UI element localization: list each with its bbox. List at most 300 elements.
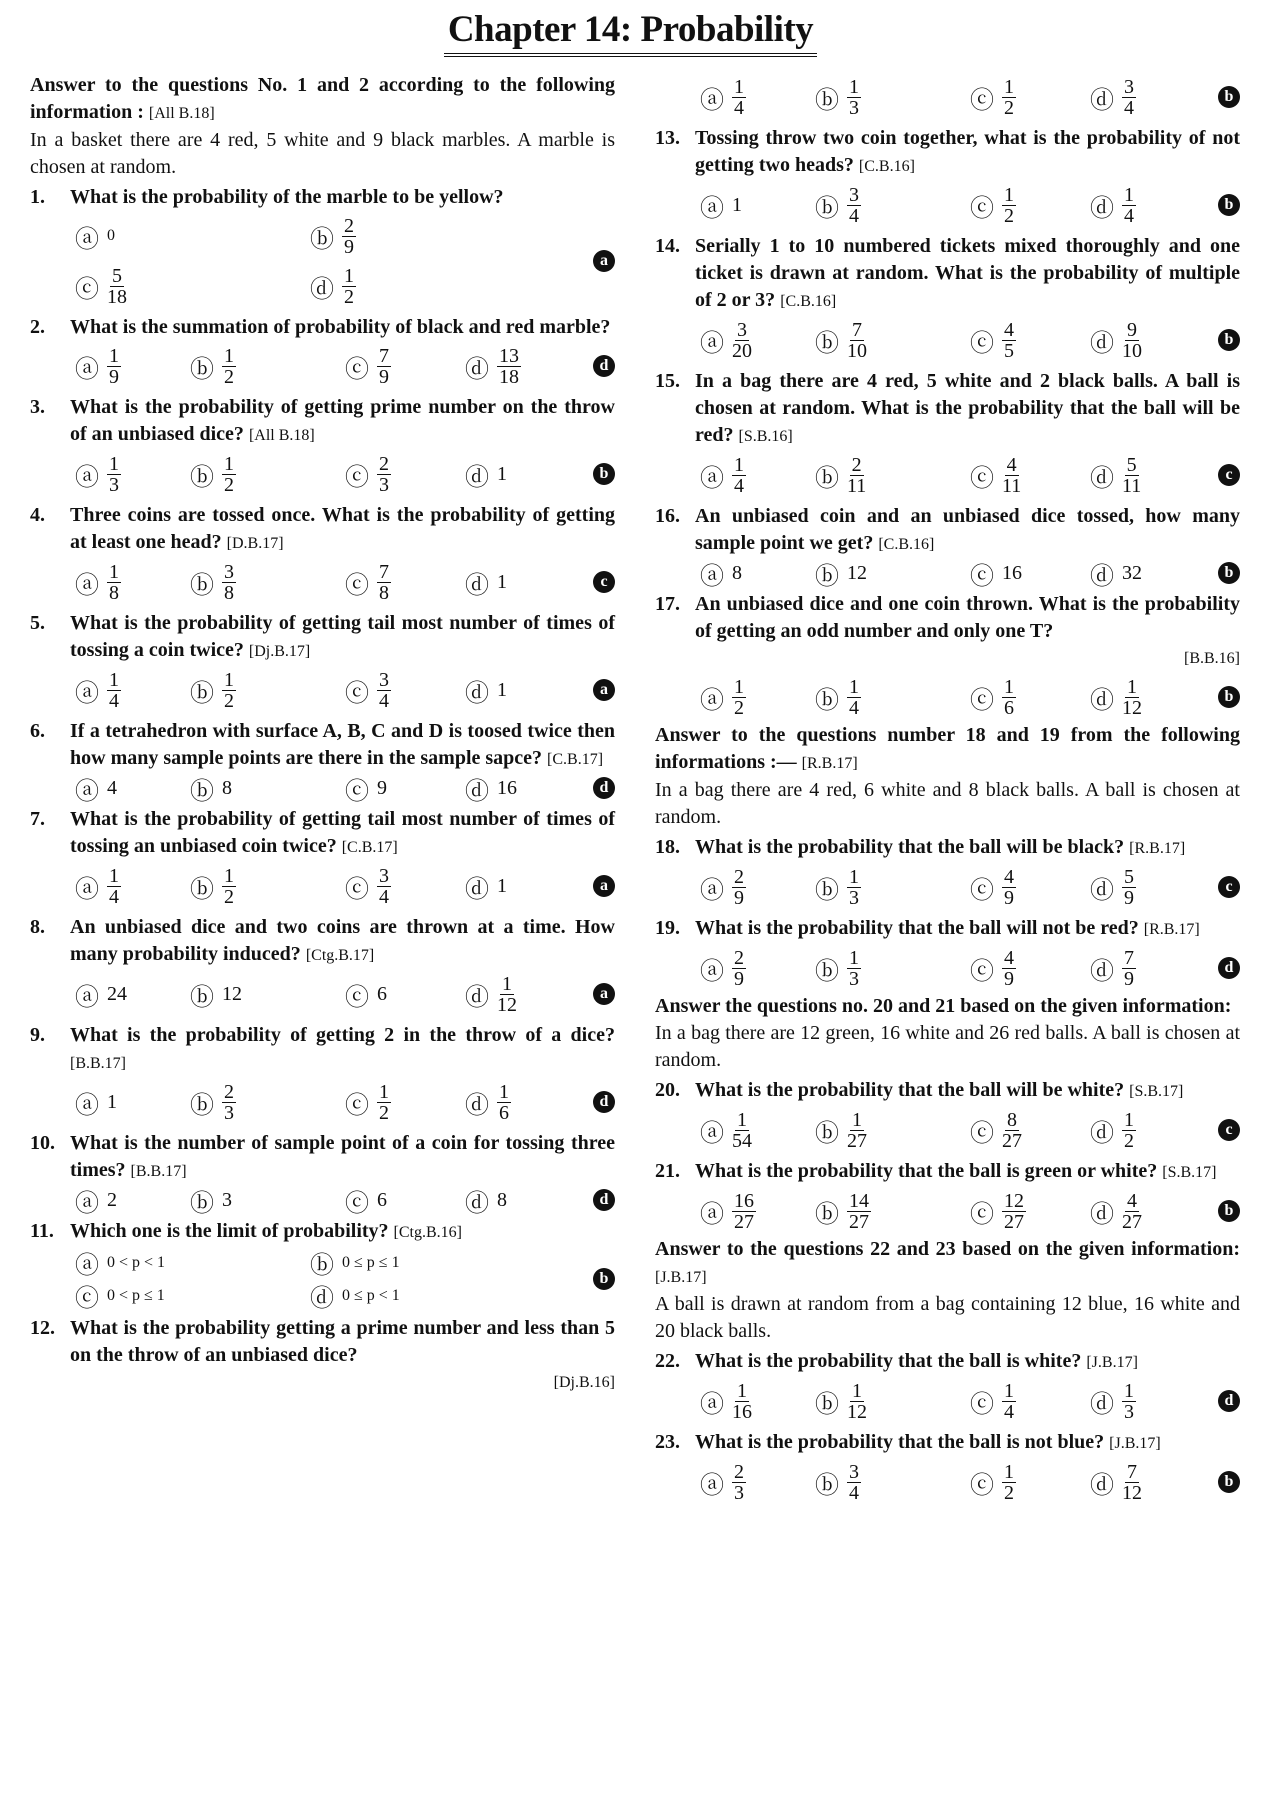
numerator: 1: [1004, 1379, 1014, 1402]
numerator: 1: [1124, 1108, 1134, 1131]
fraction: [107, 346, 121, 387]
option-a: [700, 943, 746, 993]
option-label-c: ⓒ: [970, 563, 994, 590]
option-label-a: ⓐ: [700, 1120, 724, 1147]
options-grid: [30, 211, 615, 311]
option-label-a: ⓐ: [75, 1092, 99, 1119]
numerator: 1: [849, 675, 859, 698]
numerator: 1: [224, 344, 234, 367]
options-row: [30, 1077, 615, 1127]
option-label-d: ⓓ: [1090, 195, 1114, 222]
question-2: [30, 314, 615, 341]
numerator: 12: [1004, 1189, 1024, 1212]
fraction: [497, 974, 517, 1015]
fraction: [847, 867, 861, 908]
option-value: 2: [107, 1188, 117, 1211]
fraction: [847, 455, 866, 496]
option-d: [1090, 558, 1142, 588]
denominator: 4: [1004, 1400, 1014, 1423]
question-13: [655, 125, 1240, 180]
option-d: [465, 449, 507, 499]
question-number: 20.: [655, 1079, 680, 1101]
option-c: [345, 341, 391, 391]
fraction: [1122, 677, 1142, 718]
option-d: [465, 1185, 507, 1215]
option-label-d: ⓓ: [465, 876, 489, 903]
options-row: [655, 1376, 1240, 1426]
denominator: 10: [847, 339, 867, 362]
option-c: [970, 180, 1016, 230]
denominator: 4: [379, 689, 389, 712]
numerator: 1: [109, 452, 119, 475]
board-reference: [All B.18]: [148, 105, 215, 122]
numerator: 1: [849, 865, 859, 888]
option-label-d: ⓓ: [465, 1092, 489, 1119]
options-row: [655, 1186, 1240, 1236]
denominator: 6: [1004, 696, 1014, 719]
numerator: 1: [109, 668, 119, 691]
question-number: 1.: [30, 186, 45, 208]
question-text: In a bag there are 4 red, 5 white and 2 black balls. A ball is chosen at random. What is the probability that the ball will be red?: [695, 370, 1240, 446]
options-row: [30, 557, 615, 607]
fraction: [1122, 185, 1136, 226]
option-d: [1090, 862, 1136, 912]
numerator: 1: [737, 1379, 747, 1402]
denominator: 2: [1004, 1481, 1014, 1504]
option-b: [815, 1186, 871, 1236]
option-b: [815, 943, 861, 993]
question-4: [30, 502, 615, 557]
options-row: [655, 1105, 1240, 1155]
fraction: [1122, 1110, 1136, 1151]
option-b: [815, 1105, 867, 1155]
options-row: [30, 665, 615, 715]
info-heading: [655, 722, 1240, 777]
option-d: [465, 861, 507, 911]
question-23: [655, 1429, 1240, 1457]
option-value: 0 ≤ p ≤ 1: [342, 1253, 400, 1271]
option-b: [190, 773, 232, 803]
option-d: [465, 665, 507, 715]
option-label-d: ⓓ: [1090, 1201, 1114, 1228]
option-value: 9: [377, 776, 387, 799]
denominator: 2: [344, 285, 354, 308]
question-number: 21.: [655, 1160, 680, 1182]
board-reference: [C.B.17]: [341, 839, 398, 856]
answer-badge: b: [1218, 194, 1240, 216]
option-label-c: ⓒ: [345, 680, 369, 707]
question-16: [655, 503, 1240, 558]
fraction: [1122, 948, 1136, 989]
option-label-c: ⓒ: [345, 464, 369, 491]
denominator: 2: [379, 1101, 389, 1124]
fraction: [1002, 77, 1016, 118]
option-c: [75, 1279, 165, 1312]
denominator: 4: [849, 1481, 859, 1504]
option-value: 0 < p < 1: [107, 1253, 166, 1271]
board-reference: [R.B.17]: [1129, 840, 1186, 857]
fraction: [732, 1381, 752, 1422]
option-b: [815, 180, 861, 230]
denominator: 3: [224, 1101, 234, 1124]
question-number: 4.: [30, 504, 45, 526]
answer-badge: c: [1218, 1119, 1240, 1141]
option-label-c: ⓒ: [345, 1190, 369, 1217]
option-label-c: ⓒ: [345, 1092, 369, 1119]
option-b: [815, 672, 861, 722]
options-row: [655, 72, 1240, 122]
option-d: [465, 969, 517, 1019]
options-row: [655, 558, 1240, 588]
option-c: [970, 315, 1016, 365]
denominator: 9: [1004, 967, 1014, 990]
numerator: 4: [1004, 946, 1014, 969]
option-value: 1: [497, 570, 507, 593]
denominator: 3: [109, 473, 119, 496]
option-d: [1090, 943, 1136, 993]
question-text: What is the probability of getting tail most number of times of tossing a coin twice?: [70, 612, 615, 661]
option-label-c: ⓒ: [345, 572, 369, 599]
option-d: [465, 557, 507, 607]
numerator: 3: [379, 668, 389, 691]
board-reference: [B.B.17]: [70, 1055, 126, 1072]
fraction: [107, 266, 127, 307]
option-label-a: ⓐ: [700, 330, 724, 357]
numerator: 2: [734, 865, 744, 888]
denominator: 3: [379, 473, 389, 496]
option-label-d: ⓓ: [1090, 877, 1114, 904]
fraction: [732, 1462, 746, 1503]
fraction: [222, 454, 236, 495]
option-label-c: ⓒ: [345, 984, 369, 1011]
option-label-b: ⓑ: [190, 984, 214, 1011]
option-b: [190, 341, 236, 391]
option-b: [190, 1077, 236, 1127]
fraction: [342, 266, 356, 307]
question-text: Tossing throw two coin together, what is the probability of not getting two heads?: [695, 127, 1240, 176]
fraction: [1002, 867, 1016, 908]
option-label-a: ⓐ: [75, 226, 99, 253]
option-label-d: ⓓ: [1090, 958, 1114, 985]
fraction: [377, 670, 391, 711]
fraction: [847, 948, 861, 989]
option-c: [970, 1457, 1016, 1507]
option-d: [465, 773, 517, 803]
question-text: What is the probability that the ball is green or white?: [695, 1160, 1163, 1182]
answer-badge: c: [1218, 464, 1240, 486]
question-text: What is the summation of probability of black and red marble?: [70, 316, 611, 338]
fraction: [732, 1191, 756, 1232]
denominator: 16: [732, 1400, 752, 1423]
denominator: 10: [1122, 339, 1142, 362]
denominator: 27: [847, 1129, 867, 1152]
fraction: [1122, 455, 1141, 496]
fraction: [222, 562, 236, 603]
question-15: [655, 368, 1240, 450]
question-text: What is the probability of getting 2 in the throw of a dice?: [70, 1024, 615, 1046]
option-label-d: ⓓ: [465, 356, 489, 383]
denominator: 6: [499, 1101, 509, 1124]
option-label-c: ⓒ: [345, 876, 369, 903]
option-b: [310, 211, 356, 261]
option-b: [190, 665, 236, 715]
fraction: [1002, 320, 1016, 361]
option-d: [1090, 1457, 1142, 1507]
question-number: 14.: [655, 235, 680, 257]
question-text: What is the probability that the ball will not be red?: [695, 917, 1144, 939]
numerator: 2: [344, 214, 354, 237]
info-text: In a basket there are 4 red, 5 white and 9 black marbles. A marble is chosen at random.: [30, 129, 615, 178]
numerator: 5: [1124, 865, 1134, 888]
fraction: [107, 866, 121, 907]
denominator: 3: [734, 1481, 744, 1504]
option-label-c: ⓒ: [970, 1201, 994, 1228]
question-text: What is the probability of the marble to be yellow?: [70, 186, 504, 208]
chapter-title: Chapter 14: Probability: [444, 8, 817, 57]
question-number: 10.: [30, 1132, 55, 1154]
option-c: [345, 449, 391, 499]
option-label-c: ⓒ: [970, 958, 994, 985]
numerator: 1: [852, 1379, 862, 1402]
denominator: 9: [1124, 967, 1134, 990]
fraction: [1002, 1191, 1026, 1232]
question-17: [655, 591, 1240, 672]
option-label-b: ⓑ: [190, 356, 214, 383]
numerator: 1: [1127, 675, 1137, 698]
option-d: [465, 341, 521, 391]
option-value: 0 ≤ p < 1: [342, 1286, 400, 1304]
option-label-d: ⓓ: [310, 276, 334, 303]
option-label-a: ⓐ: [75, 680, 99, 707]
option-label-a: ⓐ: [75, 876, 99, 903]
option-d: [1090, 1186, 1142, 1236]
question-1: [30, 184, 615, 211]
fraction: [1122, 1462, 1142, 1503]
option-label-a: ⓐ: [700, 195, 724, 222]
denominator: 27: [1002, 1129, 1022, 1152]
question-number: 6.: [30, 720, 45, 742]
option-value: 4: [107, 776, 117, 799]
numerator: 4: [1127, 1189, 1137, 1212]
question-number: 2.: [30, 316, 45, 338]
info-heading-text: Answer to the questions number 18 and 19 from the following informations :—: [655, 724, 1240, 773]
option-label-d: ⓓ: [465, 984, 489, 1011]
option-label-b: ⓑ: [190, 680, 214, 707]
numerator: 1: [1124, 183, 1134, 206]
denominator: 2: [224, 689, 234, 712]
answer-badge: a: [593, 983, 615, 1005]
fraction: [1122, 1191, 1142, 1232]
options-row: [30, 969, 615, 1019]
denominator: 27: [849, 1210, 869, 1233]
fraction: [1122, 77, 1136, 118]
denominator: 12: [1122, 1481, 1142, 1504]
option-label-a: ⓐ: [75, 356, 99, 383]
option-c: [345, 557, 391, 607]
denominator: 3: [849, 886, 859, 909]
numerator: 1: [849, 75, 859, 98]
option-label-a: ⓐ: [700, 687, 724, 714]
option-d: [465, 1077, 511, 1127]
answer-badge: d: [593, 1091, 615, 1113]
numerator: 1: [734, 675, 744, 698]
question-number: 19.: [655, 917, 680, 939]
option-a: [700, 180, 742, 230]
option-a: [75, 1077, 117, 1127]
fraction: [1122, 320, 1142, 361]
info-heading-text: Answer to the questions No. 1 and 2 according to the following information :: [30, 74, 615, 123]
option-value: 32: [1122, 561, 1142, 584]
fraction: [1002, 1381, 1016, 1422]
option-label-a: ⓐ: [700, 1391, 724, 1418]
option-b: [815, 862, 861, 912]
option-b: [310, 1246, 400, 1279]
denominator: 8: [224, 581, 234, 604]
option-label-b: ⓑ: [815, 958, 839, 985]
options-grid: [30, 1246, 615, 1312]
options-row: [655, 450, 1240, 500]
option-label-d: ⓓ: [310, 1286, 334, 1312]
option-b: [190, 969, 242, 1019]
numerator: 2: [224, 1080, 234, 1103]
option-value: 8: [222, 776, 232, 799]
option-b: [190, 449, 236, 499]
question-number: 16.: [655, 505, 680, 527]
option-c: [970, 862, 1016, 912]
option-b: [190, 557, 236, 607]
option-b: [815, 1376, 867, 1426]
numerator: 2: [734, 946, 744, 969]
options-row: [30, 773, 615, 803]
info-text: In a bag there are 12 green, 16 white and 26 red balls. A ball is chosen at random.: [655, 1022, 1240, 1071]
answer-badge: b: [593, 463, 615, 485]
board-reference: [R.B.17]: [1143, 921, 1200, 938]
numerator: 1: [852, 1108, 862, 1131]
option-label-b: ⓑ: [815, 1391, 839, 1418]
option-c: [970, 672, 1016, 722]
fraction: [222, 670, 236, 711]
denominator: 4: [849, 204, 859, 227]
option-label-c: ⓒ: [970, 1120, 994, 1147]
options-row: [655, 1457, 1240, 1507]
left-column: [30, 72, 615, 1396]
option-value: 16: [497, 776, 517, 799]
option-value: 16: [1002, 561, 1022, 584]
numerator: 3: [849, 183, 859, 206]
info-heading: [655, 993, 1240, 1020]
numerator: 1: [379, 1080, 389, 1103]
denominator: 8: [109, 581, 119, 604]
numerator: 13: [499, 344, 519, 367]
option-a: [75, 341, 121, 391]
denominator: 12: [1122, 696, 1142, 719]
option-label-d: ⓓ: [1090, 87, 1114, 114]
option-a: [75, 1185, 117, 1215]
denominator: 2: [224, 885, 234, 908]
fraction: [377, 562, 391, 603]
question-20: [655, 1077, 1240, 1105]
denominator: 4: [1124, 204, 1134, 227]
option-b: [815, 450, 866, 500]
option-value: 1: [497, 678, 507, 701]
answer-badge: a: [593, 250, 615, 272]
option-label-d: ⓓ: [465, 464, 489, 491]
option-b: [815, 558, 867, 588]
info-heading-text: Answer to the questions 22 and 23 based on the given information:: [655, 1238, 1240, 1260]
question-9: [30, 1022, 615, 1077]
chapter-title-wrap: [0, 8, 1261, 57]
numerator: 1: [109, 864, 119, 887]
option-label-c: ⓒ: [75, 276, 99, 303]
numerator: 8: [1007, 1108, 1017, 1131]
option-value: 6: [377, 982, 387, 1005]
question-number: 23.: [655, 1431, 680, 1453]
numerator: 1: [734, 75, 744, 98]
board-reference: [Dj.B.16]: [553, 1374, 615, 1391]
fraction: [847, 677, 861, 718]
denominator: 2: [1004, 96, 1014, 119]
numerator: 16: [734, 1189, 754, 1212]
fraction: [847, 77, 861, 118]
answer-badge: c: [1218, 876, 1240, 898]
fraction: [847, 1381, 867, 1422]
option-label-b: ⓑ: [815, 1201, 839, 1228]
info-heading: [30, 72, 615, 127]
question-text: What is the number of sample point of a coin for tossing three times?: [70, 1132, 615, 1181]
option-label-d: ⓓ: [1090, 465, 1114, 492]
option-label-c: ⓒ: [970, 465, 994, 492]
board-reference: [C.B.16]: [878, 536, 935, 553]
denominator: 2: [734, 696, 744, 719]
board-reference: [C.B.16]: [780, 293, 837, 310]
answer-badge: d: [593, 355, 615, 377]
info-text: In a bag there are 4 red, 6 white and 8 black balls. A ball is chosen at random.: [655, 779, 1240, 828]
numerator: 1: [109, 560, 119, 583]
fraction: [377, 346, 391, 387]
question-text: If a tetrahedron with surface A, B, C and D is toosed twice then how many sample points are there in the sample sapce?: [70, 720, 615, 769]
fraction: [732, 677, 746, 718]
denominator: 27: [734, 1210, 754, 1233]
numerator: 7: [852, 318, 862, 341]
option-a: [75, 861, 121, 911]
question-number: 5.: [30, 612, 45, 634]
numerator: 1: [109, 344, 119, 367]
numerator: 2: [734, 1460, 744, 1483]
denominator: 54: [732, 1129, 752, 1152]
numerator: 1: [499, 1080, 509, 1103]
numerator: 1: [1004, 675, 1014, 698]
option-a: [700, 315, 752, 365]
numerator: 1: [224, 452, 234, 475]
question-text: Serially 1 to 10 numbered tickets mixed thoroughly and one ticket is drawn at random. What is the probability of multiple of 2 or 3?: [695, 235, 1240, 311]
numerator: 7: [379, 560, 389, 583]
option-a: [700, 450, 746, 500]
answer-badge: d: [593, 1189, 615, 1211]
question-7: [30, 806, 615, 861]
right-column: [655, 72, 1240, 1507]
question-number: 3.: [30, 396, 45, 418]
numerator: 7: [1124, 946, 1134, 969]
option-label-b: ⓑ: [190, 1092, 214, 1119]
question-number: 8.: [30, 916, 45, 938]
board-reference: [All B.18]: [248, 427, 315, 444]
denominator: 27: [1122, 1210, 1142, 1233]
option-value: 0: [107, 227, 115, 244]
option-b: [190, 861, 236, 911]
fraction: [732, 948, 746, 989]
question-text: What is the probability getting a prime number and less than 5 on the throw of an unbiased dice?: [70, 1317, 615, 1366]
fraction: [847, 185, 861, 226]
